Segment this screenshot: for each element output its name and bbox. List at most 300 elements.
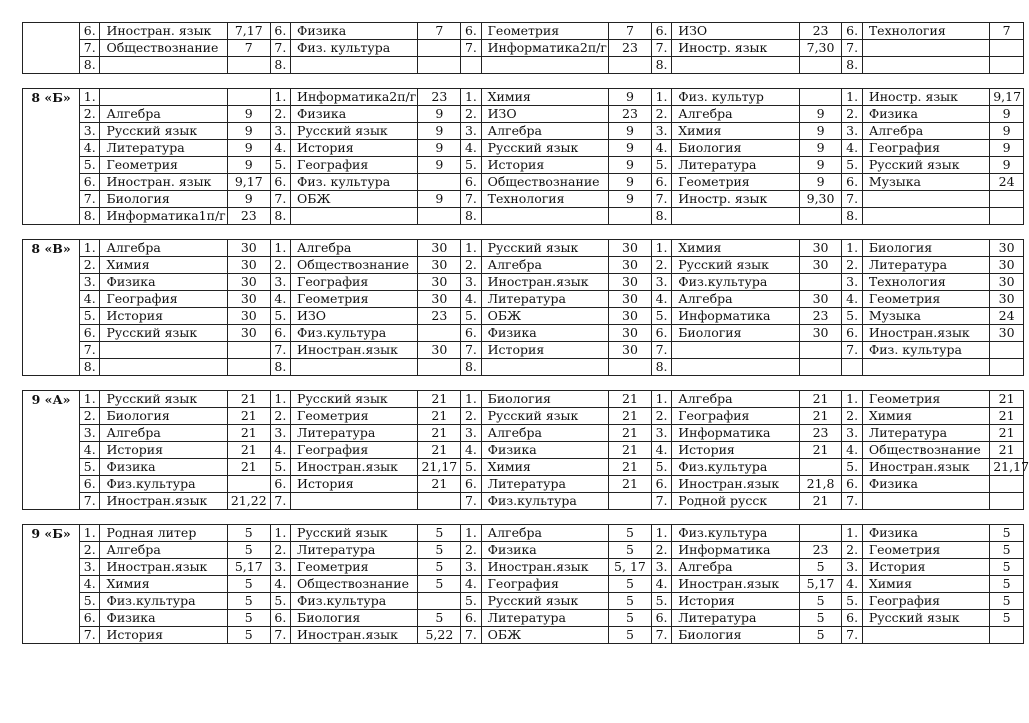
lesson-subject: ИЗО — [291, 308, 418, 325]
lesson-room: 30 — [990, 325, 1024, 342]
lesson-room: 30 — [609, 274, 652, 291]
lesson-number: 7. — [651, 493, 671, 510]
lesson-row — [23, 123, 1024, 140]
lesson-number: 1. — [461, 391, 481, 408]
lesson-subject: Русский язык — [291, 391, 418, 408]
lesson-room: 23 — [418, 308, 461, 325]
lesson-subject: Алгебра — [672, 559, 799, 576]
lesson-room — [418, 359, 461, 376]
lesson-subject: История — [481, 157, 608, 174]
lesson-room: 30 — [799, 325, 842, 342]
class-label: 9 «А» — [23, 391, 80, 510]
lesson-room — [990, 208, 1024, 225]
lesson-subject: Обществознание — [100, 40, 227, 57]
lesson-room: 9 — [418, 123, 461, 140]
lesson-subject: Алгебра — [100, 425, 227, 442]
lesson-room — [609, 208, 652, 225]
lesson-room: 5 — [418, 542, 461, 559]
lesson-room — [418, 593, 461, 610]
lesson-room: 5 — [990, 525, 1024, 542]
lesson-subject: Физ.культура — [672, 274, 799, 291]
lesson-room: 21 — [227, 408, 270, 425]
lesson-subject: География — [291, 157, 418, 174]
lesson-number: 6. — [651, 476, 671, 493]
lesson-number: 4. — [270, 291, 290, 308]
lesson-number: 1. — [270, 240, 290, 257]
lesson-room — [418, 57, 461, 74]
section-gap — [23, 74, 1024, 89]
lesson-room: 9 — [799, 174, 842, 191]
lesson-room: 5,17 — [799, 576, 842, 593]
lesson-row — [23, 391, 1024, 408]
lesson-number: 3. — [842, 274, 862, 291]
lesson-subject: География — [862, 140, 989, 157]
lesson-subject: Геометрия — [672, 174, 799, 191]
lesson-subject: Литература — [672, 610, 799, 627]
lesson-subject: Русский язык — [100, 325, 227, 342]
lesson-number: 6. — [270, 610, 290, 627]
lesson-number: 7. — [80, 191, 100, 208]
lesson-number: 1. — [651, 240, 671, 257]
lesson-number: 3. — [270, 123, 290, 140]
lesson-room: 9 — [418, 106, 461, 123]
lesson-subject: Литература — [672, 157, 799, 174]
lesson-number — [461, 57, 481, 74]
section-gap-cell — [23, 376, 1024, 391]
lesson-room: 9 — [799, 140, 842, 157]
lesson-room: 9 — [418, 157, 461, 174]
lesson-subject: ИЗО — [672, 23, 799, 40]
lesson-room: 5 — [227, 542, 270, 559]
lesson-number: 7. — [842, 627, 862, 644]
lesson-room — [990, 476, 1024, 493]
lesson-number: 1. — [461, 89, 481, 106]
lesson-row — [23, 257, 1024, 274]
lesson-number: 6. — [461, 325, 481, 342]
lesson-subject: Физика — [862, 106, 989, 123]
lesson-number: 5. — [461, 308, 481, 325]
lesson-room: 21 — [227, 425, 270, 442]
lesson-row — [23, 191, 1024, 208]
lesson-room: 5,22 — [418, 627, 461, 644]
lesson-subject — [481, 359, 608, 376]
lesson-subject: Химия — [862, 576, 989, 593]
lesson-room: 21 — [609, 476, 652, 493]
lesson-room: 5,17 — [227, 559, 270, 576]
lesson-number: 7. — [80, 493, 100, 510]
lesson-subject — [481, 57, 608, 74]
lesson-room: 21 — [990, 408, 1024, 425]
lesson-number: 2. — [651, 542, 671, 559]
lesson-room — [990, 191, 1024, 208]
lesson-subject: Технология — [481, 191, 608, 208]
lesson-subject: Геометрия — [862, 542, 989, 559]
lesson-subject: Физ.культура — [100, 593, 227, 610]
lesson-number: 8. — [461, 359, 481, 376]
lesson-room: 5 — [227, 576, 270, 593]
lesson-subject: Химия — [100, 576, 227, 593]
lesson-room: 23 — [609, 40, 652, 57]
lesson-room: 9,30 — [799, 191, 842, 208]
lesson-room: 30 — [418, 240, 461, 257]
lesson-subject: Физика — [862, 476, 989, 493]
lesson-row — [23, 610, 1024, 627]
lesson-subject: География — [862, 593, 989, 610]
lesson-room: 9 — [227, 123, 270, 140]
lesson-number: 3. — [651, 123, 671, 140]
lesson-room: 5 — [990, 559, 1024, 576]
lesson-number: 5. — [651, 157, 671, 174]
lesson-subject: История — [100, 308, 227, 325]
class-label: 8 «В» — [23, 240, 80, 376]
lesson-subject: Обществознание — [862, 442, 989, 459]
lesson-subject: Литература — [481, 610, 608, 627]
lesson-subject: Информатика — [672, 542, 799, 559]
lesson-number: 2. — [461, 542, 481, 559]
lesson-room: 5 — [990, 610, 1024, 627]
lesson-subject: Иностран.язык — [672, 476, 799, 493]
lesson-room: 30 — [990, 257, 1024, 274]
class-label: 8 «Б» — [23, 89, 80, 225]
lesson-row — [23, 627, 1024, 644]
lesson-number: 8. — [842, 208, 862, 225]
lesson-number: 3. — [461, 425, 481, 442]
lesson-number: 3. — [80, 425, 100, 442]
lesson-subject — [862, 191, 989, 208]
section-gap — [23, 225, 1024, 240]
lesson-room: 21 — [799, 493, 842, 510]
lesson-subject: Иностр. язык — [862, 89, 989, 106]
lesson-subject: История — [862, 559, 989, 576]
lesson-number: 2. — [461, 106, 481, 123]
lesson-number: 8. — [651, 359, 671, 376]
lesson-room: 21 — [799, 391, 842, 408]
lesson-room — [227, 89, 270, 106]
lesson-subject: Геометрия — [291, 291, 418, 308]
lesson-number: 5. — [80, 459, 100, 476]
lesson-row — [23, 40, 1024, 57]
lesson-room: 30 — [609, 240, 652, 257]
lesson-subject: Иностр. язык — [672, 191, 799, 208]
lesson-number: 1. — [842, 89, 862, 106]
lesson-number: 8. — [270, 208, 290, 225]
lesson-number: 3. — [80, 559, 100, 576]
lesson-subject: Физика — [291, 23, 418, 40]
lesson-room — [418, 208, 461, 225]
lesson-subject: Физ.культура — [291, 593, 418, 610]
lesson-subject: Биология — [481, 391, 608, 408]
lesson-subject: Геометрия — [291, 559, 418, 576]
lesson-room: 23 — [799, 23, 842, 40]
lesson-room: 9 — [227, 191, 270, 208]
lesson-subject: Алгебра — [481, 257, 608, 274]
lesson-row — [23, 442, 1024, 459]
lesson-subject: Литература — [291, 542, 418, 559]
lesson-subject: Русский язык — [481, 593, 608, 610]
lesson-room — [609, 359, 652, 376]
lesson-room — [990, 493, 1024, 510]
lesson-subject: Физика — [481, 325, 608, 342]
lesson-number: 6. — [651, 23, 671, 40]
lesson-subject: Алгебра — [481, 123, 608, 140]
lesson-row — [23, 325, 1024, 342]
lesson-subject: ОБЖ — [481, 627, 608, 644]
lesson-subject: Физ.культура — [672, 459, 799, 476]
lesson-room — [418, 174, 461, 191]
lesson-room — [227, 57, 270, 74]
lesson-subject: География — [100, 291, 227, 308]
lesson-subject: Геометрия — [862, 391, 989, 408]
lesson-room: 5 — [418, 576, 461, 593]
lesson-subject: Иностран.язык — [481, 274, 608, 291]
lesson-subject — [291, 493, 418, 510]
lesson-room: 5 — [799, 610, 842, 627]
lesson-row — [23, 291, 1024, 308]
lesson-subject: ОБЖ — [291, 191, 418, 208]
lesson-subject: История — [291, 140, 418, 157]
lesson-subject: История — [100, 627, 227, 644]
lesson-number: 7. — [651, 342, 671, 359]
lesson-room: 9 — [227, 157, 270, 174]
lesson-subject: Физика — [100, 610, 227, 627]
lesson-number: 4. — [842, 576, 862, 593]
lesson-number: 5. — [842, 593, 862, 610]
lesson-number: 7. — [270, 191, 290, 208]
lesson-number: 1. — [80, 391, 100, 408]
lesson-row — [23, 493, 1024, 510]
lesson-number: 1. — [80, 525, 100, 542]
lesson-subject: Литература — [481, 291, 608, 308]
lesson-number: 2. — [651, 408, 671, 425]
lesson-room: 30 — [609, 325, 652, 342]
schedule-table — [22, 22, 1029, 644]
lesson-number: 8. — [461, 208, 481, 225]
lesson-number: 5. — [842, 157, 862, 174]
lesson-number: 7. — [270, 627, 290, 644]
lesson-subject: Русский язык — [481, 408, 608, 425]
lesson-number: 6. — [842, 610, 862, 627]
lesson-row — [23, 593, 1024, 610]
lesson-room: 30 — [990, 291, 1024, 308]
lesson-row — [23, 140, 1024, 157]
lesson-subject: Иностран.язык — [862, 459, 989, 476]
lesson-subject — [100, 57, 227, 74]
lesson-number: 6. — [80, 610, 100, 627]
lesson-room: 21 — [227, 442, 270, 459]
lesson-subject: Биология — [672, 325, 799, 342]
lesson-room: 30 — [990, 274, 1024, 291]
lesson-number: 1. — [651, 391, 671, 408]
lesson-subject: Информатика — [672, 308, 799, 325]
lesson-number: 1. — [651, 89, 671, 106]
lesson-subject — [862, 40, 989, 57]
lesson-subject: История — [672, 593, 799, 610]
lesson-room: 21 — [418, 391, 461, 408]
lesson-number: 2. — [270, 408, 290, 425]
lesson-number: 2. — [80, 408, 100, 425]
lesson-number: 4. — [80, 291, 100, 308]
lesson-number: 4. — [80, 576, 100, 593]
lesson-subject: Литература — [862, 425, 989, 442]
lesson-number: 4. — [270, 442, 290, 459]
lesson-subject — [672, 208, 799, 225]
lesson-room: 5 — [609, 593, 652, 610]
lesson-room: 9 — [418, 191, 461, 208]
lesson-room: 21 — [609, 408, 652, 425]
lesson-subject: Алгебра — [291, 240, 418, 257]
lesson-room — [609, 493, 652, 510]
lesson-room: 9 — [990, 123, 1024, 140]
lesson-number: 6. — [80, 174, 100, 191]
lesson-number: 4. — [80, 442, 100, 459]
lesson-room — [990, 40, 1024, 57]
lesson-room: 9 — [609, 174, 652, 191]
lesson-number: 2. — [80, 106, 100, 123]
lesson-number: 1. — [842, 391, 862, 408]
lesson-room: 30 — [227, 257, 270, 274]
lesson-subject: Литература — [100, 140, 227, 157]
section-gap-cell — [23, 510, 1024, 525]
lesson-subject — [291, 208, 418, 225]
lesson-number: 6. — [270, 476, 290, 493]
lesson-room: 21 — [609, 391, 652, 408]
lesson-room — [227, 359, 270, 376]
lesson-room: 30 — [799, 257, 842, 274]
lesson-room — [799, 57, 842, 74]
lesson-subject: Физ.культура — [672, 525, 799, 542]
lesson-number: 4. — [651, 291, 671, 308]
lesson-number: 2. — [842, 257, 862, 274]
lesson-subject: Иностран. язык — [100, 174, 227, 191]
lesson-room — [227, 342, 270, 359]
lesson-room: 21 — [990, 442, 1024, 459]
lesson-room: 24 — [990, 174, 1024, 191]
lesson-row — [23, 308, 1024, 325]
lesson-subject: Иностран.язык — [291, 627, 418, 644]
lesson-subject: Русский язык — [100, 123, 227, 140]
lesson-number: 6. — [80, 476, 100, 493]
lesson-subject: Геометрия — [100, 157, 227, 174]
lesson-room: 5 — [799, 627, 842, 644]
class-label: 9 «Б» — [23, 525, 80, 644]
lesson-number: 1. — [80, 89, 100, 106]
lesson-room: 30 — [227, 308, 270, 325]
lesson-number: 7. — [270, 493, 290, 510]
lesson-number: 6. — [651, 174, 671, 191]
lesson-subject: Физика — [100, 274, 227, 291]
lesson-row — [23, 106, 1024, 123]
lesson-row — [23, 408, 1024, 425]
lesson-number: 6. — [270, 325, 290, 342]
lesson-subject: Алгебра — [672, 391, 799, 408]
lesson-room: 9 — [799, 157, 842, 174]
lesson-subject: Физ.культура — [100, 476, 227, 493]
lesson-room: 5 — [609, 610, 652, 627]
lesson-number: 3. — [842, 425, 862, 442]
lesson-number: 3. — [651, 559, 671, 576]
lesson-subject: Алгебра — [672, 291, 799, 308]
lesson-room: 30 — [609, 308, 652, 325]
lesson-subject: Обществознание — [291, 576, 418, 593]
lesson-subject: Алгебра — [481, 525, 608, 542]
lesson-room — [990, 627, 1024, 644]
lesson-number: 7. — [651, 627, 671, 644]
lesson-room: 9 — [609, 191, 652, 208]
lesson-room — [418, 493, 461, 510]
lesson-room — [799, 342, 842, 359]
lesson-number: 7. — [842, 342, 862, 359]
lesson-number: 6. — [461, 23, 481, 40]
lesson-subject — [291, 359, 418, 376]
lesson-number: 4. — [651, 140, 671, 157]
lesson-number: 2. — [651, 257, 671, 274]
lesson-row — [23, 274, 1024, 291]
lesson-row — [23, 240, 1024, 257]
lesson-number: 5. — [270, 459, 290, 476]
lesson-room: 5 — [227, 627, 270, 644]
lesson-room: 23 — [609, 106, 652, 123]
lesson-number: 8. — [842, 57, 862, 74]
lesson-subject: Русский язык — [672, 257, 799, 274]
lesson-subject: Музыка — [862, 174, 989, 191]
lesson-room: 9 — [799, 106, 842, 123]
lesson-room: 21 — [799, 408, 842, 425]
lesson-room — [799, 525, 842, 542]
lesson-subject: Русский язык — [100, 391, 227, 408]
lesson-subject: Химия — [672, 240, 799, 257]
lesson-number: 4. — [651, 576, 671, 593]
lesson-number: 7. — [80, 627, 100, 644]
lesson-room: 5 — [799, 559, 842, 576]
lesson-room: 30 — [990, 240, 1024, 257]
lesson-room: 7 — [227, 40, 270, 57]
lesson-subject: Физ.культура — [291, 325, 418, 342]
section-gap-cell — [23, 225, 1024, 240]
lesson-number: 2. — [80, 257, 100, 274]
lesson-room: 7,17 — [227, 23, 270, 40]
lesson-subject: Физ. культура — [291, 174, 418, 191]
lesson-row — [23, 23, 1024, 40]
lesson-subject: Информатика1п/г — [100, 208, 227, 225]
lesson-number: 4. — [270, 140, 290, 157]
lesson-number: 7. — [842, 493, 862, 510]
lesson-room — [418, 40, 461, 57]
lesson-room: 7,30 — [799, 40, 842, 57]
lesson-room: 21 — [418, 476, 461, 493]
lesson-row — [23, 459, 1024, 476]
lesson-room: 30 — [609, 342, 652, 359]
lesson-number: 4. — [461, 291, 481, 308]
lesson-room: 23 — [799, 425, 842, 442]
lesson-room: 5 — [609, 576, 652, 593]
lesson-number: 1. — [842, 525, 862, 542]
lesson-subject: Химия — [481, 89, 608, 106]
lesson-subject: Обществознание — [481, 174, 608, 191]
lesson-subject: Алгебра — [862, 123, 989, 140]
lesson-number: 1. — [270, 89, 290, 106]
lesson-number: 2. — [461, 408, 481, 425]
lesson-number: 7. — [461, 493, 481, 510]
lesson-number: 5. — [842, 308, 862, 325]
lesson-subject — [672, 359, 799, 376]
lesson-subject: Русский язык — [291, 123, 418, 140]
lesson-number: 7. — [651, 40, 671, 57]
lesson-number: 2. — [461, 257, 481, 274]
lesson-subject: Алгебра — [100, 542, 227, 559]
lesson-number: 4. — [842, 442, 862, 459]
lesson-subject: Иностр. язык — [672, 40, 799, 57]
lesson-row — [23, 208, 1024, 225]
